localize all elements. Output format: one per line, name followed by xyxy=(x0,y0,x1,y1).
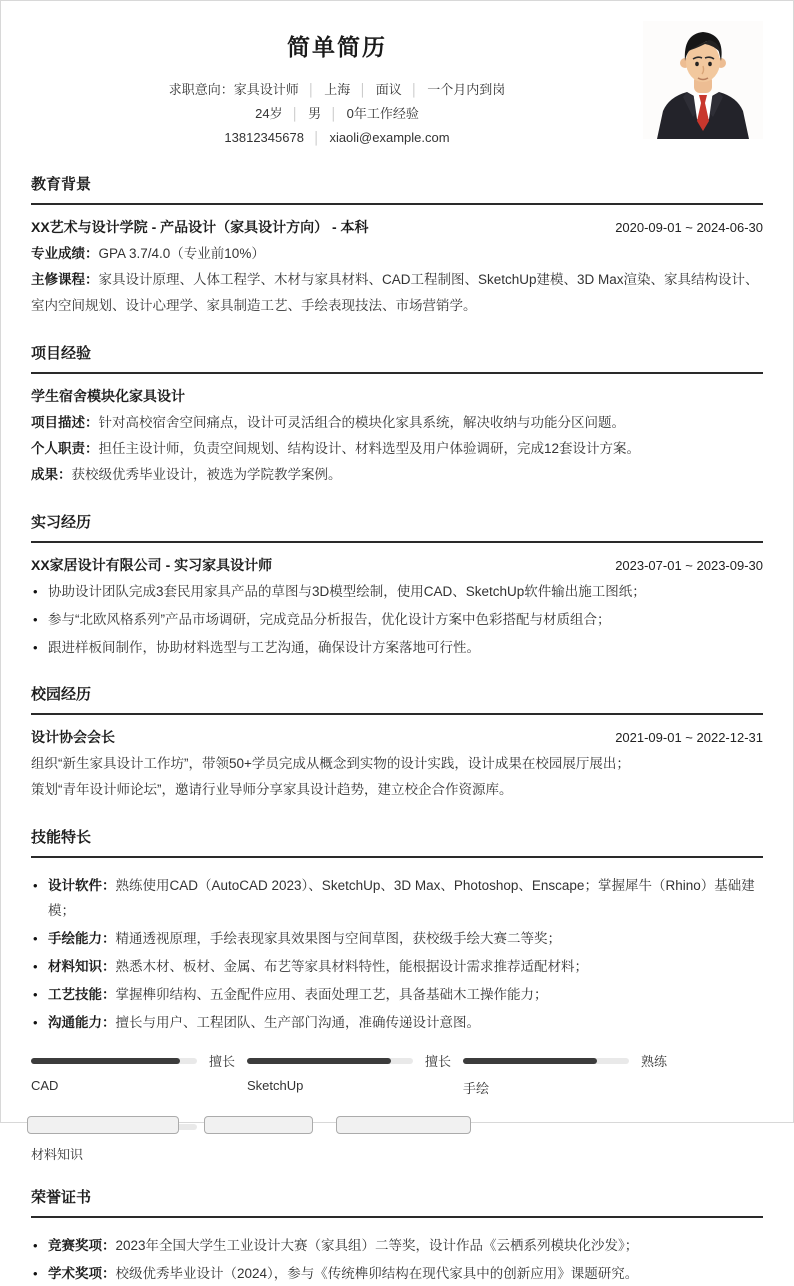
phone-number: 13812345678 xyxy=(224,130,304,145)
skill-bar-track xyxy=(463,1058,629,1064)
skill-value: 熟练使用CAD（AutoCAD 2023）、SketchUp、3D Max、Photoshop、Enscape；掌握犀牛（Rhino）基础建模； xyxy=(48,878,755,918)
project-row-value: 针对高校宿舍空间痛点，设计可灵活组合的模块化家具系统，解决收纳与功能分区问题。 xyxy=(98,415,625,430)
education-courses xyxy=(31,267,763,319)
honor-label: 竞赛奖项： xyxy=(48,1238,116,1253)
education-gpa xyxy=(31,241,763,267)
resume-header xyxy=(31,21,763,150)
experience-years: 0年工作经验 xyxy=(346,106,419,121)
skill-bar-sketchup xyxy=(247,1051,463,1097)
honors-bullet-list xyxy=(31,1233,763,1286)
project-row-label: 项目描述： xyxy=(31,415,99,430)
header-info-line-intention xyxy=(31,78,643,102)
campus-date-range: 2021-09-01 ~ 2022-12-31 xyxy=(615,730,763,745)
skill-label: 材料知识： xyxy=(48,959,116,974)
skill-bullet xyxy=(31,1010,763,1035)
internship-bullet-list xyxy=(31,579,763,660)
internship-bullet: • 参与“北欧风格系列”产品市场调研，完成竞品分析报告，优化设计方案中色彩搭配与材质组合； xyxy=(31,607,763,632)
skill-bar-track xyxy=(31,1058,197,1064)
campus-line: 策划“青年设计师论坛”，邀请行业导师分享家具设计趋势，建立校企合作资源库。 xyxy=(31,782,513,797)
honor-bullet xyxy=(31,1261,763,1286)
section-skills xyxy=(31,826,763,1163)
honor-value: 校级优秀毕业设计（2024），参与《传统榫卯结构在现代家具中的创新应用》课题研究。 xyxy=(115,1266,639,1281)
education-date-range: 2020-09-01 ~ 2024-06-30 xyxy=(615,220,763,235)
courses-label: 主修课程： xyxy=(31,272,99,287)
project-row-value: 获校级优秀毕业设计，被选为学院教学案例。 xyxy=(71,467,342,482)
age: 24岁 xyxy=(255,106,283,121)
skill-bar-name: 手绘 xyxy=(463,1081,490,1096)
section-title-campus: 校园经历 xyxy=(31,683,763,715)
section-campus xyxy=(31,683,763,803)
skill-bar-name: SketchUp xyxy=(247,1078,304,1093)
gpa-value: GPA 3.7/4.0（专业前10%） xyxy=(98,246,265,261)
separator: │ xyxy=(410,83,419,97)
project-row-label: 成果： xyxy=(31,467,72,482)
gender: 男 xyxy=(308,106,322,121)
project-responsibility xyxy=(31,436,763,462)
section-title-honors: 荣誉证书 xyxy=(31,1186,763,1218)
header-text-block xyxy=(31,21,643,150)
skill-bullet xyxy=(31,954,763,979)
skill-bullet xyxy=(31,873,763,923)
gpa-label: 专业成绩： xyxy=(31,246,99,261)
skills-bullet-list xyxy=(31,873,763,1035)
internship-company: XX家居设计有限公司 - 实习家具设计师 xyxy=(31,557,273,573)
skill-bar-fill xyxy=(31,1058,180,1064)
separator: │ xyxy=(330,107,338,121)
section-title-education: 教育背景 xyxy=(31,173,763,205)
skill-value: 熟悉木材、板材、金属、布艺等家具材料特性，能根据设计需求推荐适配材料； xyxy=(115,959,588,974)
skill-label: 手绘能力： xyxy=(48,931,116,946)
skill-value: 擅长与用户、工程团队、生产部门沟通，准确传递设计意图。 xyxy=(115,1015,480,1030)
campus-role: 设计协会会长 xyxy=(31,729,115,745)
campus-entry-head xyxy=(31,727,763,747)
skill-bar-fill xyxy=(247,1058,391,1064)
separator: │ xyxy=(291,107,300,121)
avatar-illustration xyxy=(643,21,763,139)
section-honors xyxy=(31,1186,763,1286)
salary: 面议 xyxy=(375,82,402,97)
internship-bullet: • 协助设计团队完成3套民用家具产品的草图与3D模型绘制，使用CAD、SketchUp软件输出施工图纸； xyxy=(31,579,763,604)
bottom-chip xyxy=(336,1116,471,1134)
skill-value: 掌握榫卯结构、五金配件应用、表面处理工艺，具备基础木工操作能力； xyxy=(115,987,548,1002)
section-education xyxy=(31,173,763,319)
separator: │ xyxy=(359,83,367,97)
skill-bar-track xyxy=(247,1058,413,1064)
skill-bar-level: 擅长 xyxy=(209,1054,236,1069)
honor-label: 学术奖项： xyxy=(48,1266,116,1281)
courses-value: 家具设计原理、人体工程学、木材与家具材料、CAD工程制图、SketchUp建模、3D Max渲染、家具结构设计、室内空间规划、设计心理学、家具制造工艺、手绘表现技法、市场营销学。 xyxy=(31,272,759,313)
city: 上海 xyxy=(324,82,351,97)
skill-bar-hand-drawing xyxy=(463,1051,679,1097)
section-project xyxy=(31,342,763,488)
skill-bullet xyxy=(31,926,763,951)
project-description xyxy=(31,410,763,436)
bottom-chip xyxy=(27,1116,179,1134)
campus-line: 组织“新生家具设计工作坊”，带领50+学员完成从概念到实物的设计实践，设计成果在校园展厅展出； xyxy=(31,756,630,771)
separator: │ xyxy=(312,131,321,145)
header-info-line-contact xyxy=(31,126,643,150)
header-info-line-personal xyxy=(31,102,643,126)
separator: │ xyxy=(307,83,316,97)
availability: 一个月内到岗 xyxy=(427,82,506,97)
education-entry-head xyxy=(31,217,763,237)
project-row-label: 个人职责： xyxy=(31,441,99,456)
bottom-chip xyxy=(204,1116,313,1134)
section-title-internship: 实习经历 xyxy=(31,511,763,543)
skill-bar-fill xyxy=(463,1058,597,1064)
skill-bar-cad xyxy=(31,1051,247,1097)
internship-bullet: • 跟进样板间制作，协助材料选型与工艺沟通，确保设计方案落地可行性。 xyxy=(31,635,763,660)
skill-bullet xyxy=(31,982,763,1007)
skill-bar-level: 熟练 xyxy=(641,1054,668,1069)
skill-bar-name: CAD xyxy=(31,1078,59,1093)
skill-bar-level: 擅长 xyxy=(425,1054,452,1069)
section-title-project: 项目经验 xyxy=(31,342,763,374)
project-row-value: 担任主设计师，负责空间规划、结构设计、材料选型及用户体验调研，完成12套设计方案。 xyxy=(98,441,641,456)
skill-value: 精通透视原理，手绘表现家具效果图与空间草图，获校级手绘大赛二等奖； xyxy=(115,931,561,946)
internship-entry-head xyxy=(31,555,763,575)
skill-bars-grid xyxy=(31,1051,763,1163)
education-school: XX艺术与设计学院 - 产品设计（家具设计方向） - 本科 xyxy=(31,219,369,235)
project-name: 学生宿舍模块化家具设计 xyxy=(31,388,185,404)
project-entry-head xyxy=(31,386,763,406)
skill-label: 工艺技能： xyxy=(48,987,116,1002)
honor-bullet xyxy=(31,1233,763,1258)
skill-bar-name: 材料知识 xyxy=(31,1147,84,1162)
resume-title: 简单简历 xyxy=(287,34,387,60)
project-result xyxy=(31,462,763,488)
honor-value: 2023年全国大学生工业设计大赛（家具组）二等奖，设计作品《云栖系列模块化沙发》； xyxy=(115,1238,639,1253)
section-internship xyxy=(31,511,763,660)
avatar xyxy=(643,21,763,139)
skill-label: 沟通能力： xyxy=(48,1015,116,1030)
internship-date-range: 2023-07-01 ~ 2023-09-30 xyxy=(615,558,763,573)
email-address: xiaoli@example.com xyxy=(329,130,450,145)
section-title-skills: 技能特长 xyxy=(31,826,763,858)
job-intention: 求职意向：家具设计师 xyxy=(168,82,299,97)
skill-label: 设计软件： xyxy=(48,878,116,893)
